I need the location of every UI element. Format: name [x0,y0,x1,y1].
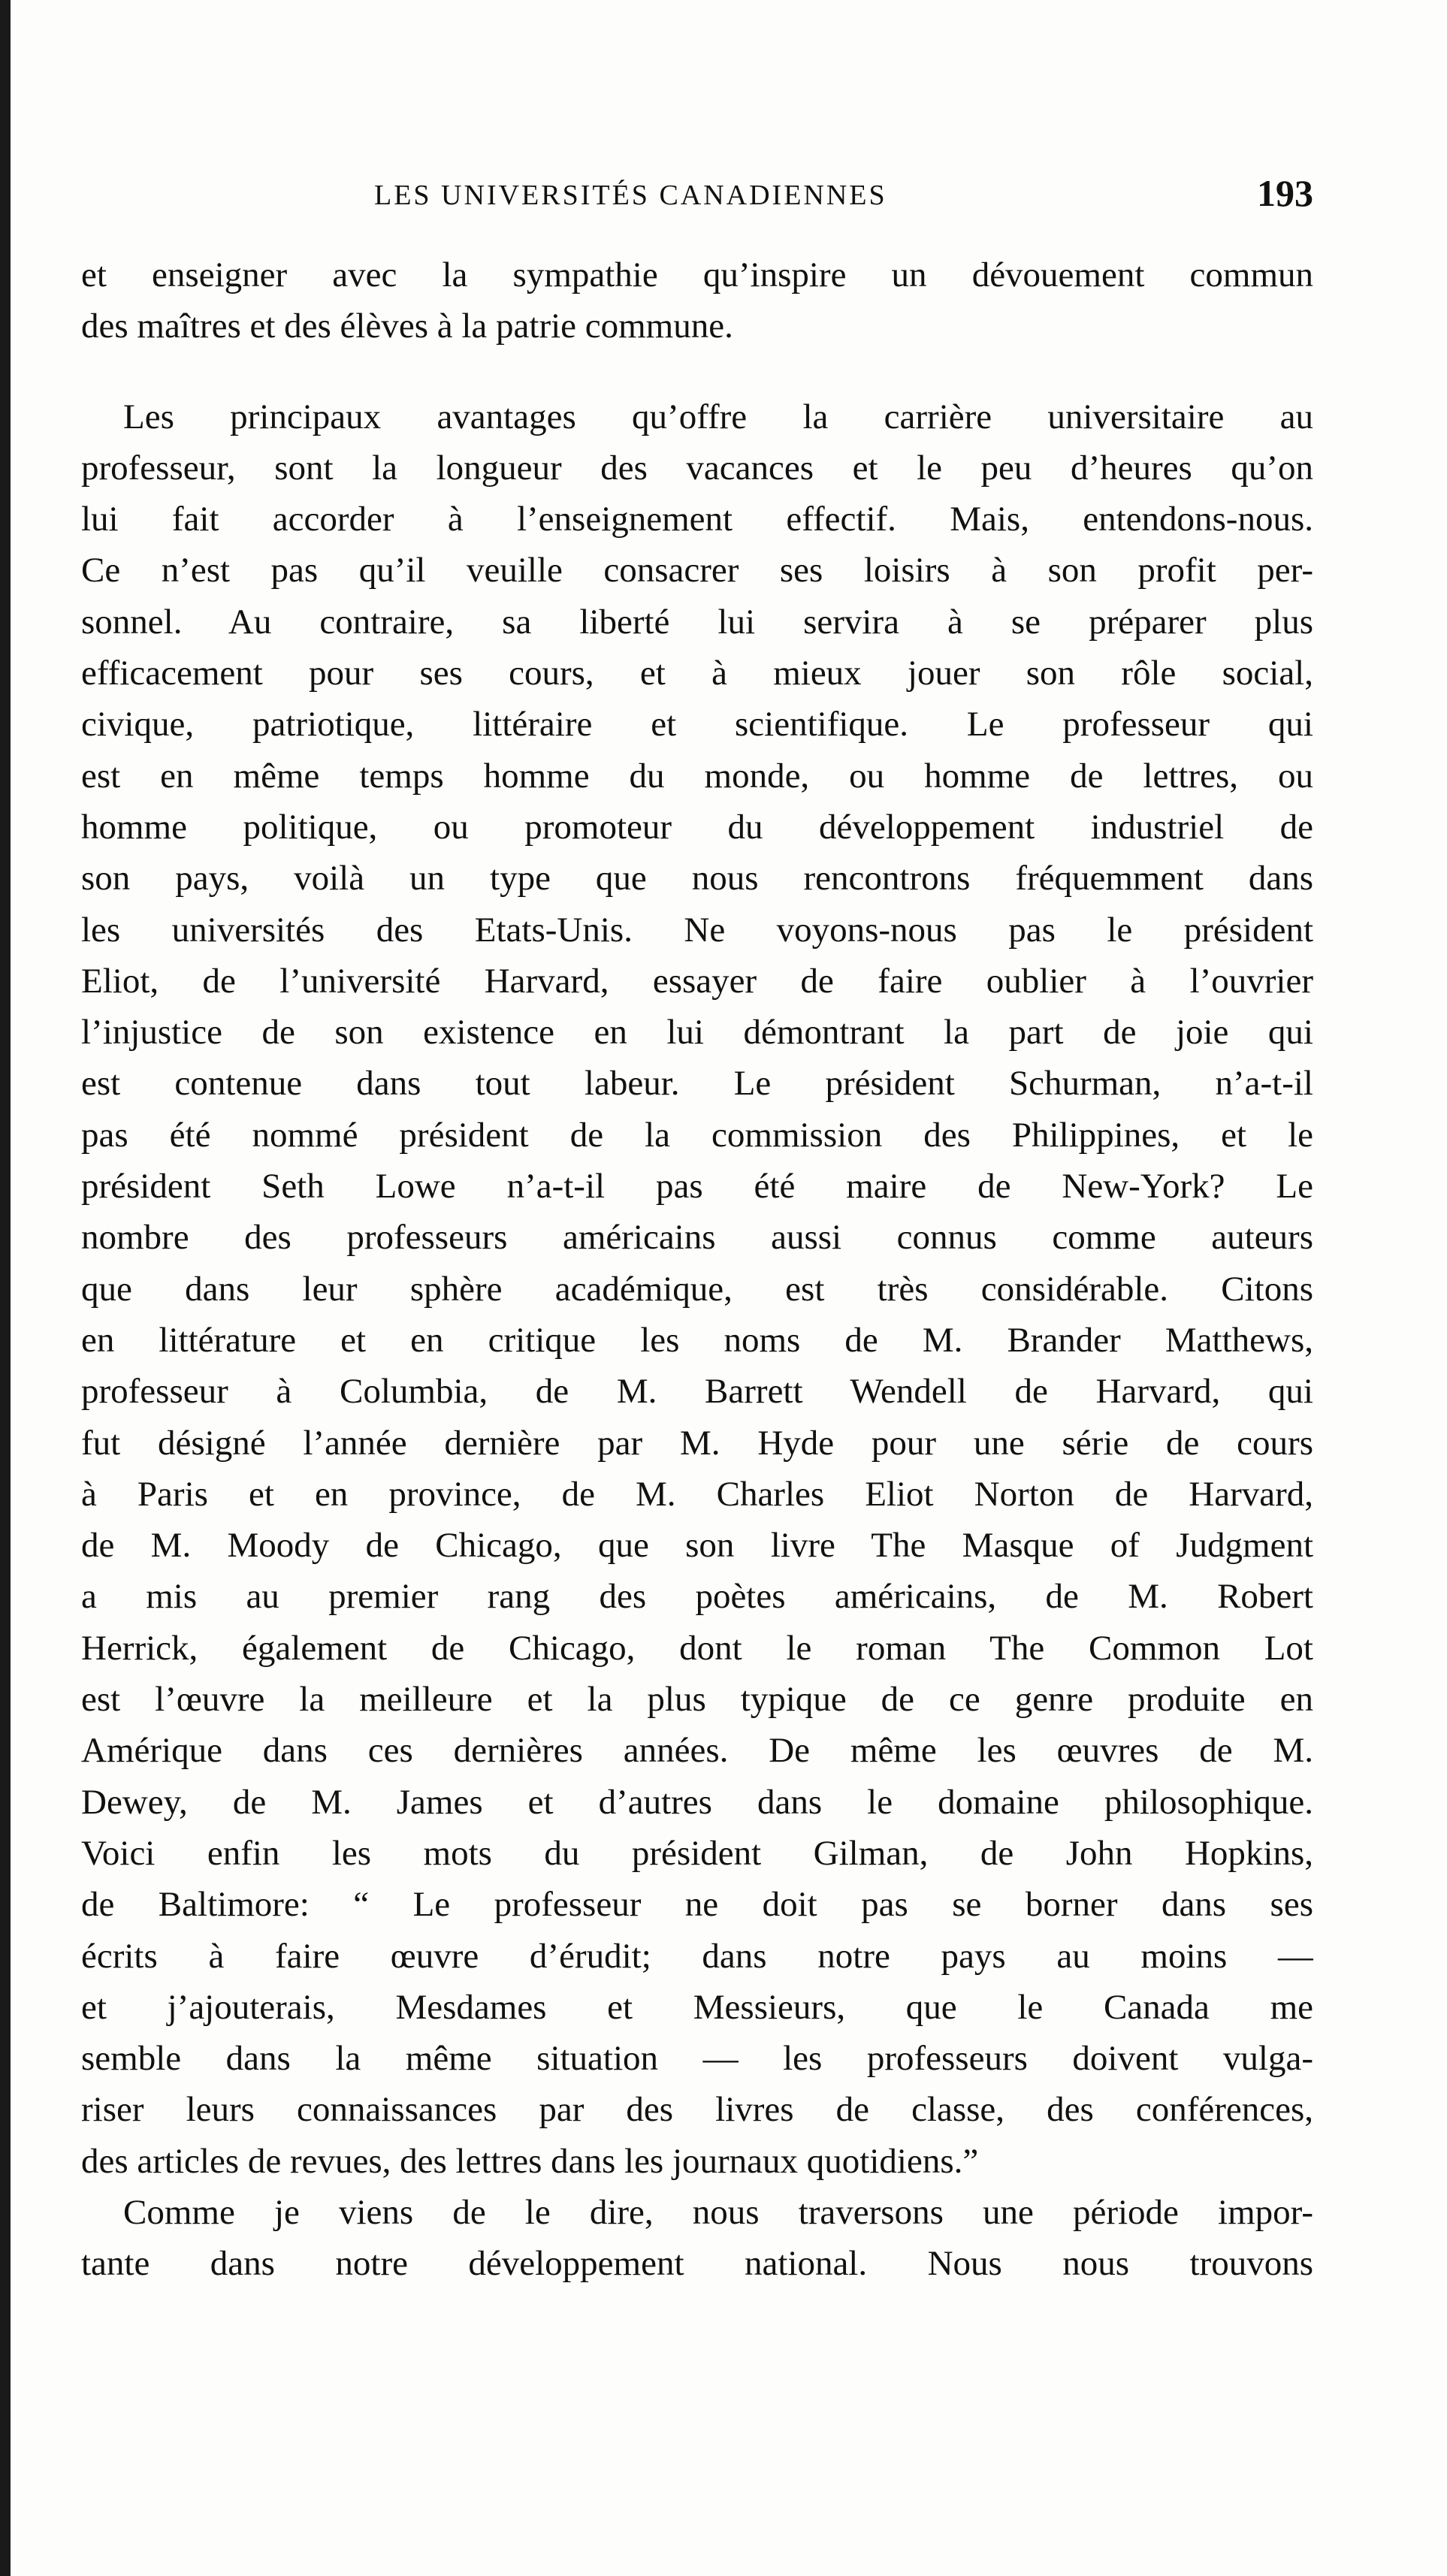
text-line: des maîtres et des élèves à la patrie commune. [81,307,733,346]
text-line: est l’œuvre la meilleure et la plus typique de ce genre produite en [81,1680,1313,1720]
text-line: a mis au premier rang des poètes américains, de M. Robert [81,1577,1313,1617]
text-line: riser leurs connaissances par des livres de classe, des conférences, [81,2090,1313,2130]
text-line: de Baltimore: “ Le professeur ne doit pas se borner dans ses [81,1885,1313,1925]
text-line: les universités des Etats-Unis. Ne voyons-nous pas le président [81,910,1313,950]
text-line: semble dans la même situation — les professeurs doivent vulga- [81,2039,1313,2079]
text-line: Voici enfin les mots du président Gilman, de John Hopkins, [81,1833,1313,1873]
text-line: Ce n’est pas qu’il veuille consacrer ses loisirs à son profit per- [81,551,1313,590]
text-line: que dans leur sphère académique, est très considérable. Citons [81,1269,1313,1309]
text-line: sonnel. Au contraire, sa liberté lui servira à se préparer plus [81,602,1313,642]
text-line: professeur, sont la longueur des vacances et le peu d’heures qu’on [81,448,1313,488]
running-header [81,171,1313,224]
text-line: fut désigné l’année dernière par M. Hyde pour une série de cours [81,1423,1313,1463]
text-line: efficacement pour ses cours, et à mieux jouer son rôle social, [81,654,1313,693]
paragraph [81,391,1313,2187]
text-line: écrits à faire œuvre d’érudit; dans notre pays au moins — [81,1936,1313,1976]
text-line: en littérature et en critique les noms de M. Brander Matthews, [81,1320,1313,1360]
running-title: LES UNIVERSITÉS CANADIENNES [374,180,887,211]
text-line: civique, patriotique, littéraire et scientifique. Le professeur qui [81,705,1313,744]
text-line: Amérique dans ces dernières années. De même les œuvres de M. [81,1731,1313,1771]
paragraph [81,249,1313,352]
text-line: président Seth Lowe n’a-t-il pas été maire de New-York? Le [81,1167,1313,1206]
text-line: et j’ajouterais, Mesdames et Messieurs, que le Canada me [81,1987,1313,2027]
text-line: de M. Moody de Chicago, que son livre The Masque of Judgment [81,1526,1313,1566]
text-line: Dewey, de M. James et d’autres dans le domaine philosophique. [81,1782,1313,1822]
text-line: pas été nommé président de la commission des Philippines, et le [81,1115,1313,1155]
text-line: Eliot, de l’université Harvard, essayer de faire oublier à l’ouvrier [81,961,1313,1001]
paragraph [81,2187,1313,2290]
text-line: des articles de revues, des lettres dans les journaux quotidiens.” [81,2141,979,2181]
text-line: à Paris et en province, de M. Charles Eliot Norton de Harvard, [81,1474,1313,1514]
page-edge-shadow [0,0,11,2576]
text-line: tante dans notre développement national. Nous nous trouvons [81,2244,1313,2284]
text-line: et enseigner avec la sympathie qu’inspire un dévouement commun [81,255,1313,294]
text-line: professeur à Columbia, de M. Barrett Wendell de Harvard, qui [81,1372,1313,1412]
page-number: 193 [1257,172,1313,214]
text-line: lui fait accorder à l’enseignement effectif. Mais, entendons-nous. [81,500,1313,539]
text-line: Comme je viens de le dire, nous traversons une période impor- [123,2192,1313,2232]
text-line: est en même temps homme du monde, ou homme de lettres, ou [81,756,1313,796]
text-line: son pays, voilà un type que nous rencontrons fréquemment dans [81,859,1313,898]
paragraph-spacer [81,352,1313,391]
body-text [81,249,1313,2290]
text-line: l’injustice de son existence en lui démontrant la part de joie qui [81,1013,1313,1052]
text-line: nombre des professeurs américains aussi connus comme auteurs [81,1218,1313,1258]
text-line: Herrick, également de Chicago, dont le roman The Common Lot [81,1628,1313,1668]
text-line: homme politique, ou promoteur du développement industriel de [81,807,1313,847]
text-line: Les principaux avantages qu’offre la carrière universitaire au [123,397,1313,436]
text-line: est contenue dans tout labeur. Le président Schurman, n’a-t-il [81,1064,1313,1104]
